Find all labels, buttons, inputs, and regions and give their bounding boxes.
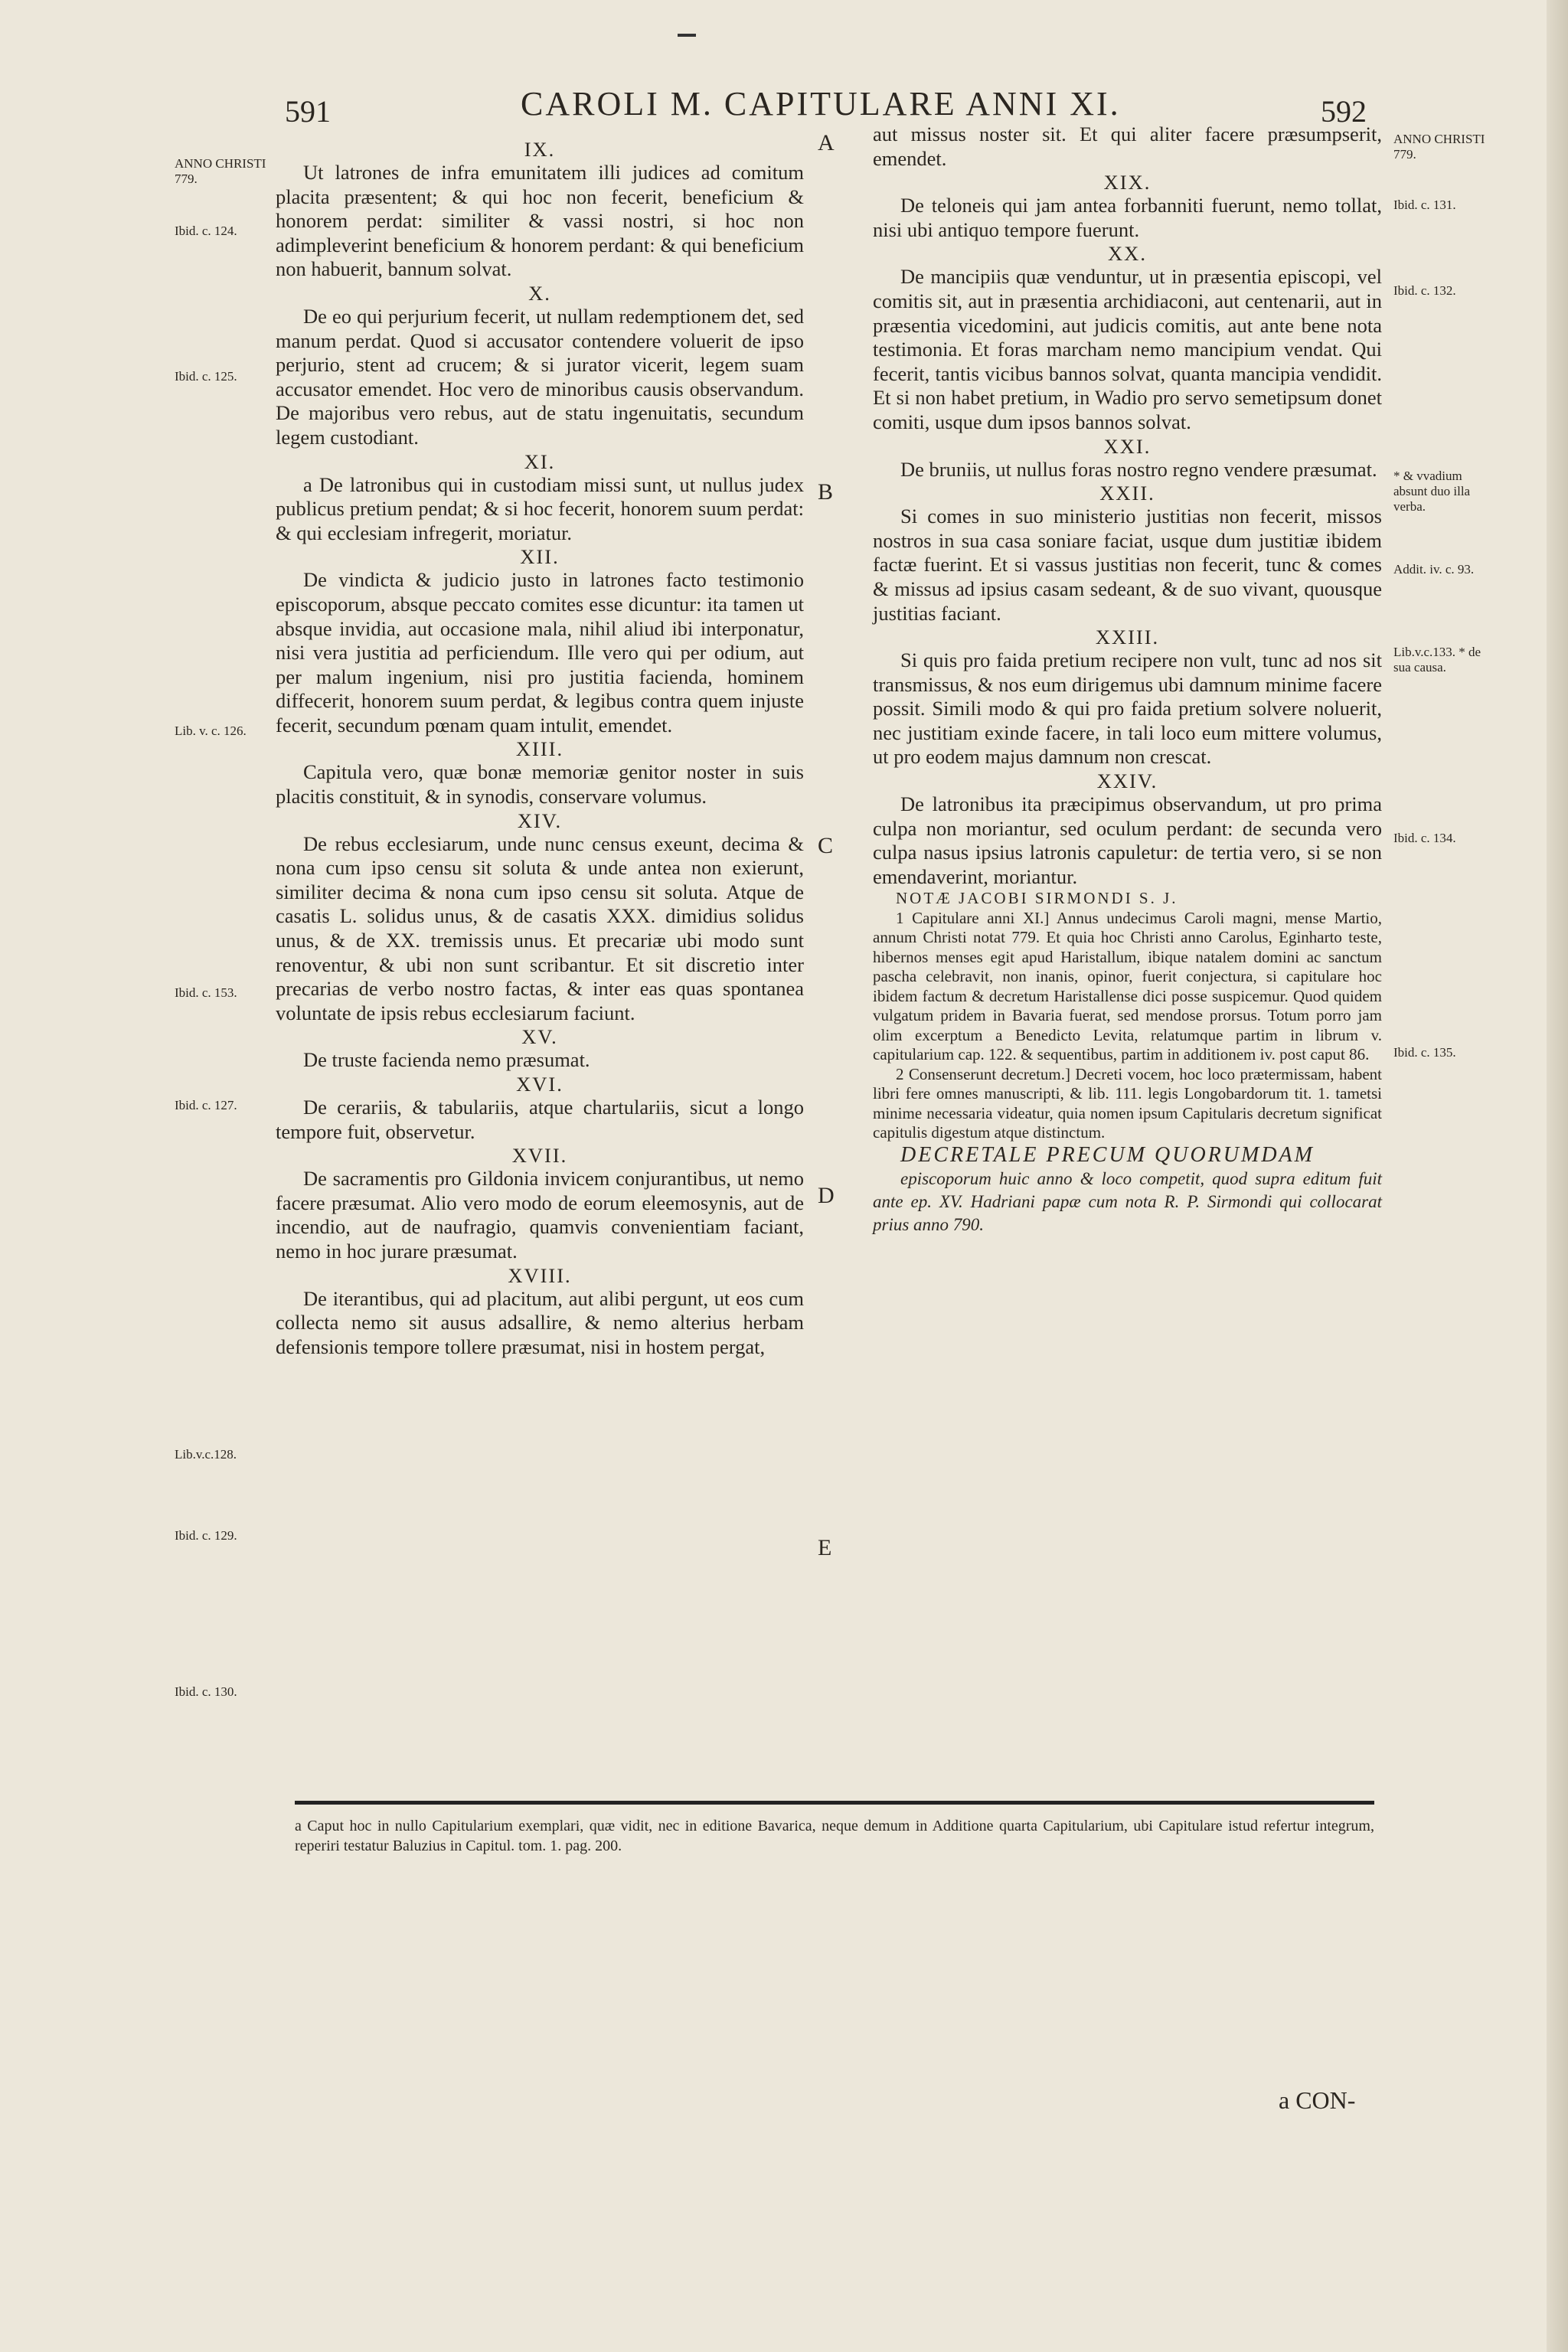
section-letter-b: B xyxy=(818,479,834,505)
margin-note-right: Addit. iv. c. 93. xyxy=(1393,562,1475,577)
chapter-heading: XXIV. xyxy=(1096,769,1158,793)
notes-title: NOTÆ JACOBI SIRMONDI S. J. xyxy=(896,889,1178,908)
chapter-heading: X. xyxy=(528,281,551,305)
margin-note-left-anno: ANNO CHRISTI 779. xyxy=(175,156,266,186)
margin-note-left: Ibid. c. 129. xyxy=(175,1528,237,1543)
decretale-title: DECRETALE PRECUM QUORUMDAM xyxy=(900,1142,1315,1167)
chapter-heading: XIV. xyxy=(517,808,563,832)
section-letter-c: C xyxy=(818,833,834,858)
catchword: a CON- xyxy=(1279,2086,1356,2114)
chapter-text: De eo qui perjurium fecerit, ut nullam redemptionem det, sed manum perdat. Quod si accusator contendere voluerit de ipso perjurio, stent ad crucem; & si jurator vicerit, legem suam accusator emendet. Hoc vero de minoribus causis observandum. De majoribus vero rebus, aut de statu ingenuitatis, secundum legem custodiant. xyxy=(276,304,804,449)
top-dash xyxy=(678,34,696,37)
chapter-heading: XXIII. xyxy=(1095,626,1160,649)
chapter-text: De cerariis, & tabulariis, atque chartulariis, sicut a longo tempore fuit, observetur. xyxy=(276,1096,804,1143)
section-letter-e: E xyxy=(818,1535,832,1560)
chapter-text: De sacramentis pro Gildonia invicem conjurantibus, ut nemo facere præsumat. Alio vero modo de eorum eleemosynis, aut de incendio, aut de naufragio, quamvis convenientiam faciant, nemo in hoc jurare præsumat. xyxy=(276,1167,804,1263)
page-binding-edge xyxy=(1547,0,1568,2352)
chapter-heading: XVIII. xyxy=(508,1263,572,1287)
chapter-heading: XIX. xyxy=(1103,171,1152,194)
chapter-text: Capitula vero, quæ bonæ memoriæ genitor noster in suis placitis constituit, & in synodis, conservare volumus. xyxy=(276,760,804,808)
chapter-heading: XV. xyxy=(521,1025,558,1049)
section-letter-a: A xyxy=(818,130,835,155)
chapter-text: De bruniis, ut nullus foras nostro regno vendere præsumat. xyxy=(900,457,1377,481)
chapter-text: Ut latrones de infra emunitatem illi judices ad comitum placita præsentent; & qui hoc non fecerit, beneficium & honorem perdat: similiter & vassi nostri, si hoc non adimpleverint beneficium & honorem perdant: & qui beneficium non habuerit, bannum solvat. xyxy=(276,161,804,281)
footnote: a Caput hoc in nullo Capitularium exemplari, quæ vidit, nec in editione Bavarica, neque demum in Additione quarta Capitularium, ubi Capitulare istud refertur integrum, reperiri testatur Baluzius in Capitul. tom. 1. pag. 200. xyxy=(295,1818,1374,1854)
chapter-text: De truste facienda nemo præsumat. xyxy=(303,1048,590,1072)
margin-note-left: Ibid. c. 130. xyxy=(175,1684,237,1699)
margin-note-right: Ibid. c. 134. xyxy=(1393,831,1456,845)
chapter-text: De vindicta & judicio justo in latrones facto testimonio episcoporum, absque peccato comites esse dicuntur: ita tamen ut absque invidia, aut occasione mala, nihil aliud ibi interponatur, nisi vera justitia ad perficiendum. Ille vero qui per odium, aut per malum ingenium, nisi pro justitia facienda, hominem diffecerit, honorem suum perdat, & legibus contra quem injuste fecerit, secundum pœnam quam intulit, emendet. xyxy=(276,568,804,737)
chapter-text: Si quis pro faida pretium recipere non vult, tunc ad nos sit transmissus, & nos eum dirigemus ubi damnum minime facere possit. Simili modo & qui pro faida pretium solvere noluerit, nec justitiam exinde facere, in tali loco eum mittere volumus, ut pro eodem majus damnum non crescat. xyxy=(873,648,1382,769)
chapter-heading: XVII. xyxy=(511,1144,568,1168)
chapter-text-continued: aut missus noster sit. Et qui aliter facere præsumpserit, emendet. xyxy=(873,122,1382,170)
margin-note-left: Ibid. c. 153. xyxy=(175,985,237,1000)
chapter-text: De mancipiis quæ venduntur, ut in præsentia episcopi, vel comitis sit, aut in præsentia archidiaconi, aut centenarii, aut in præsentia vicedomini, aut judicis comitis, aut ante bene nota testimonia. Et foras marcham nemo mancipium vendat. Qui fecerit, tantis vicibus bannos solvat, quanta mancipia vendidit. Et si non habet pretium, in Wadio pro servo semetipsum donet comiti, usque dum ipsos bannos solvat. xyxy=(873,265,1382,433)
note-item: 2 Consenserunt decretum.] Decreti vocem, hoc loco prætermissam, habent libri fere omnes manuscripti, & lib. 111. legis Longobardorum tit. 1. tametsi minime necessaria videatur, quia nomen ipsum Capitularis decretum significat capitulis digestum atque distinctum. xyxy=(873,1064,1382,1142)
page-number-right: 592 xyxy=(1321,94,1367,129)
chapter-heading: XIII. xyxy=(515,737,564,761)
chapter-heading: XVI. xyxy=(516,1073,564,1096)
margin-note-left: Lib.v.c.128. xyxy=(175,1447,237,1462)
chapter-heading: XI. xyxy=(524,449,556,473)
chapter-heading: IX. xyxy=(524,138,556,161)
margin-note-right: * & vvadium absunt duo illa verba. xyxy=(1393,469,1471,514)
section-letter-d: D xyxy=(818,1183,835,1208)
chapter-text: De latronibus ita præcipimus observandum, ut pro prima culpa non moriantur, sed oculum perdant: de secunda vero culpa nasus ipsius latronis capuletur: de tertia vero, si se non emendaverint, moriantur. xyxy=(873,792,1382,888)
running-title: CAROLI M. CAPITULARE ANNI XI. xyxy=(521,85,1121,122)
margin-note-left: Ibid. c. 124. xyxy=(175,224,237,238)
margin-note-right: Ibid. c. 131. xyxy=(1393,198,1456,212)
page-number-left: 591 xyxy=(285,94,331,129)
chapter-text: De teloneis qui jam antea forbanniti fuerunt, nemo tollat, nisi ubi antiquo tempore fuerunt. xyxy=(873,194,1382,241)
margin-note-right: Lib.v.c.133. * de sua causa. xyxy=(1393,645,1481,675)
margin-note-left: Ibid. c. 125. xyxy=(175,369,237,384)
margin-note-right-anno: ANNO CHRISTI 779. xyxy=(1393,132,1485,162)
note-item: 1 Capitulare anni XI.] Annus undecimus Caroli magni, mense Martio, annum Christi notat 779. Et quia hoc Christi anno Carolus, Eginharto teste, hibernos menses egit apud Haristallum, ibique natalem domini ac sanctum pascha celebravit, non inanis, opinor, fuerit conjectura, si capitulare hoc ibidem factum & decretum Haristallense dici posse suspicemur. Quod quidem vulgatum pridem in Bavaria fuerat, sed mendose prorsus. Totum porro jam olim excerptum a Benedicto Levita, relatumque partim in librum v. capitularium cap. 122. & sequentibus, partim in additionem iv. post caput 86. xyxy=(873,908,1382,1064)
chapter-heading: XXII. xyxy=(1099,482,1155,505)
decretale-subtitle: episcoporum huic anno & loco competit, quod supra editum fuit ante ep. XV. Hadriani papæ cum nota R. P. Sirmondi qui collocarat prius anno 790. xyxy=(873,1168,1382,1234)
chapter-heading: XXI. xyxy=(1103,434,1152,458)
left-column xyxy=(276,138,804,1359)
margin-note-left: Lib. v. c. 126. xyxy=(175,724,247,738)
margin-note-left: Ibid. c. 127. xyxy=(175,1098,237,1112)
footnote-rule xyxy=(295,1801,1374,1805)
chapter-heading: XX. xyxy=(1108,242,1147,266)
margin-note-right: Ibid. c. 132. xyxy=(1393,283,1456,298)
chapter-text: Si comes in suo ministerio justitias non fecerit, missos nostros in sua casa soniare faciat, usque dum justitiæ ibidem factæ fuerint. Et si vassus justitias non fecerit, tunc & comes & missus ad ipsius casam sedeant, & de suo vivant, quousque justitias faciant. xyxy=(873,505,1382,625)
chapter-heading: XII. xyxy=(520,545,560,569)
chapter-text: a De latronibus qui in custodiam missi sunt, ut nullus judex publicus pretium pendat; & si hoc fecerit, honorem suum perdat: & qui ecclesiam infregerit, moriatur. xyxy=(276,472,804,544)
notes-section xyxy=(873,889,1382,1143)
margin-note-right: Ibid. c. 135. xyxy=(1393,1045,1456,1060)
chapter-text: De rebus ecclesiarum, unde nunc census exeunt, decima & nona cum ipso censu sit soluta & unde antea non exierunt, similiter decima & nona cum ipso censu sit soluta. Atque de casatis L. solidus unus, & de casatis XXX. dimidius solidus unus, & de XX. tremissis unus. Et precariæ ubi modo sunt renoventur, & ubi non sunt scribantur. Et sit discretio inter precarias de verbo nostro factas, & inter eas quas spontanea voluntate de ipsis rebus ecclesiarum faciunt. xyxy=(276,831,804,1024)
right-column xyxy=(873,122,1382,1236)
chapter-text: De iterantibus, qui ad placitum, aut alibi pergunt, ut eos cum collecta nemo sit ausus adsallire, & nemo alterius herbam defensionis tempore tollere præsumat, nisi in hostem pergat, xyxy=(276,1286,804,1358)
